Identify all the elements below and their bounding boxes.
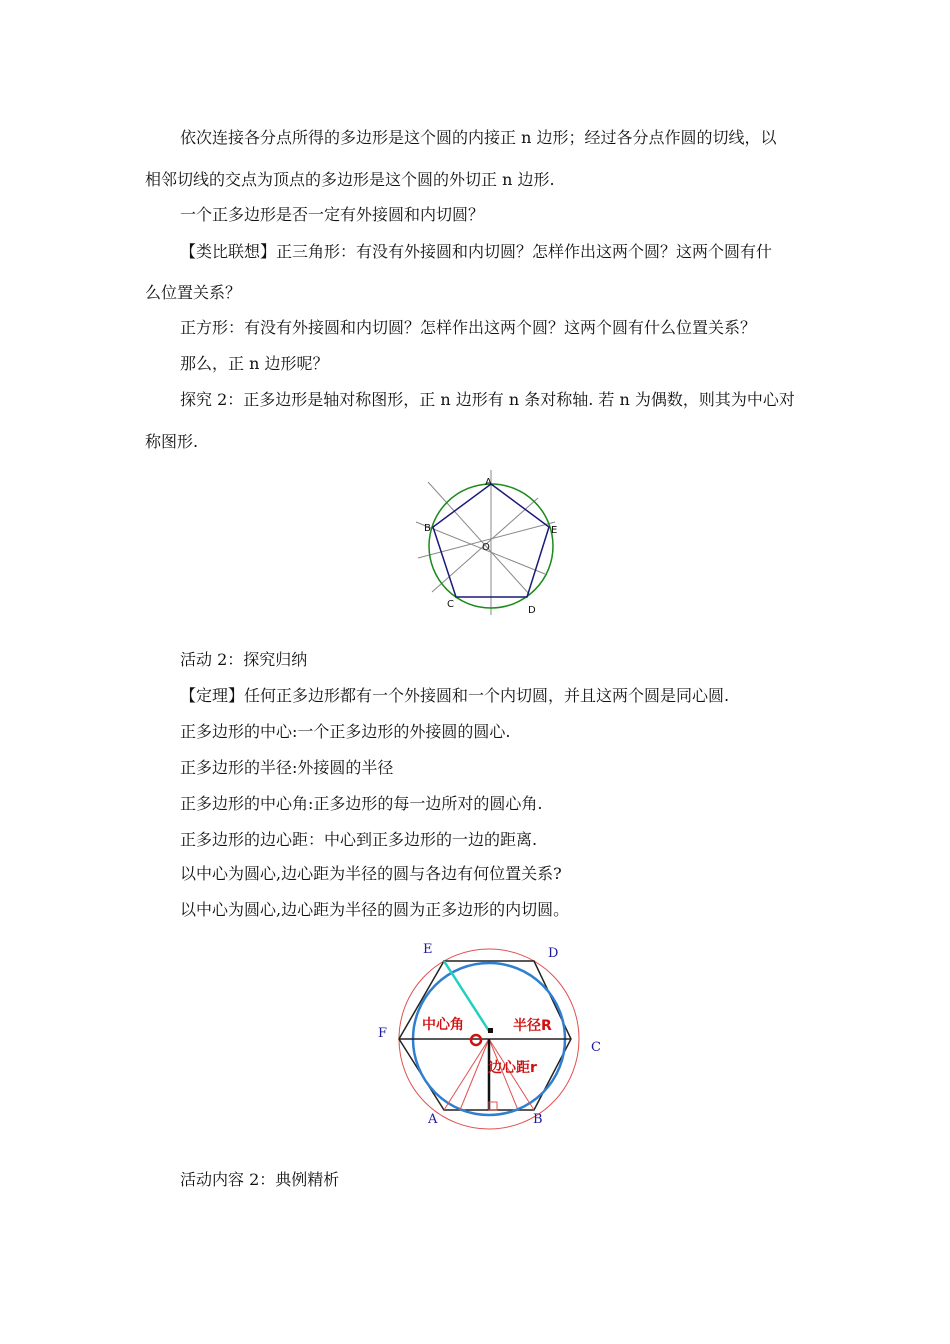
label-A: A <box>485 477 492 488</box>
center-point <box>488 1028 493 1033</box>
label-A: A <box>428 1112 438 1127</box>
paragraph-1-line-2: 相邻切线的交点为顶点的多边形是这个圆的外切正 n 边形. <box>145 170 555 189</box>
label-B: B <box>533 1112 543 1127</box>
pentagon-figure <box>420 470 558 620</box>
paragraph-3-line-1: 【类比联想】正三角形：有没有外接圆和内切圆？怎样作出这两个圆？这两个圆有什 <box>180 242 773 261</box>
hexagon-figure <box>370 935 610 1135</box>
paragraph-10: 正多边形的半径:外接圆的半径 <box>180 758 394 777</box>
hexagon <box>399 961 571 1110</box>
label-D: D <box>528 605 536 616</box>
label-D: D <box>548 946 559 961</box>
paragraph-7: 活动 2：探究归纳 <box>180 650 308 669</box>
label-E: E <box>423 942 433 957</box>
apothem-label: 边心距r <box>488 1060 537 1076</box>
paragraph-6-line-2: 称图形. <box>145 432 199 451</box>
paragraph-9: 正多边形的中心:一个正多边形的外接圆的圆心. <box>180 722 511 741</box>
paragraph-6-line-1: 探究 2：正多边形是轴对称图形，正 n 边形有 n 条对称轴. 若 n 为偶数，则其为中心对 <box>180 390 795 409</box>
paragraph-8: 【定理】任何正多边形都有一个外接圆和一个内切圆，并且这两个圆是同心圆. <box>180 686 730 705</box>
label-F: F <box>378 1026 388 1041</box>
label-B: B <box>424 523 431 534</box>
paragraph-3-line-2: 么位置关系？ <box>145 283 242 302</box>
paragraph-1-line-1: 依次连接各分点所得的多边形是这个圆的内接正 n 边形；经过各分点作圆的切线，以 <box>180 128 777 147</box>
label-C: C <box>591 1040 601 1055</box>
paragraph-12: 正多边形的边心距：中心到正多边形的一边的距离. <box>180 830 538 849</box>
paragraph-15: 活动内容 2：典例精析 <box>180 1170 340 1189</box>
label-E: E <box>551 525 558 536</box>
paragraph-13: 以中心为圆心,边心距为半径的圆与各边有何位置关系? <box>180 864 562 883</box>
radius-label: 半径R <box>513 1018 552 1034</box>
paragraph-2: 一个正多边形是否一定有外接圆和内切圆？ <box>180 205 485 224</box>
label-C: C <box>447 599 454 610</box>
label-O: O <box>482 542 490 553</box>
central-angle-label: 中心角 <box>422 1017 464 1033</box>
center-marker <box>471 1035 481 1045</box>
paragraph-4: 正方形：有没有外接圆和内切圆？怎样作出这两个圆？这两个圆有什么位置关系？ <box>180 318 757 337</box>
paragraph-5: 那么，正 n 边形呢？ <box>180 354 329 373</box>
paragraph-14: 以中心为圆心,边心距为半径的圆为正多边形的内切圆。 <box>180 900 570 919</box>
paragraph-11: 正多边形的中心角:正多边形的每一边所对的圆心角. <box>180 794 543 813</box>
